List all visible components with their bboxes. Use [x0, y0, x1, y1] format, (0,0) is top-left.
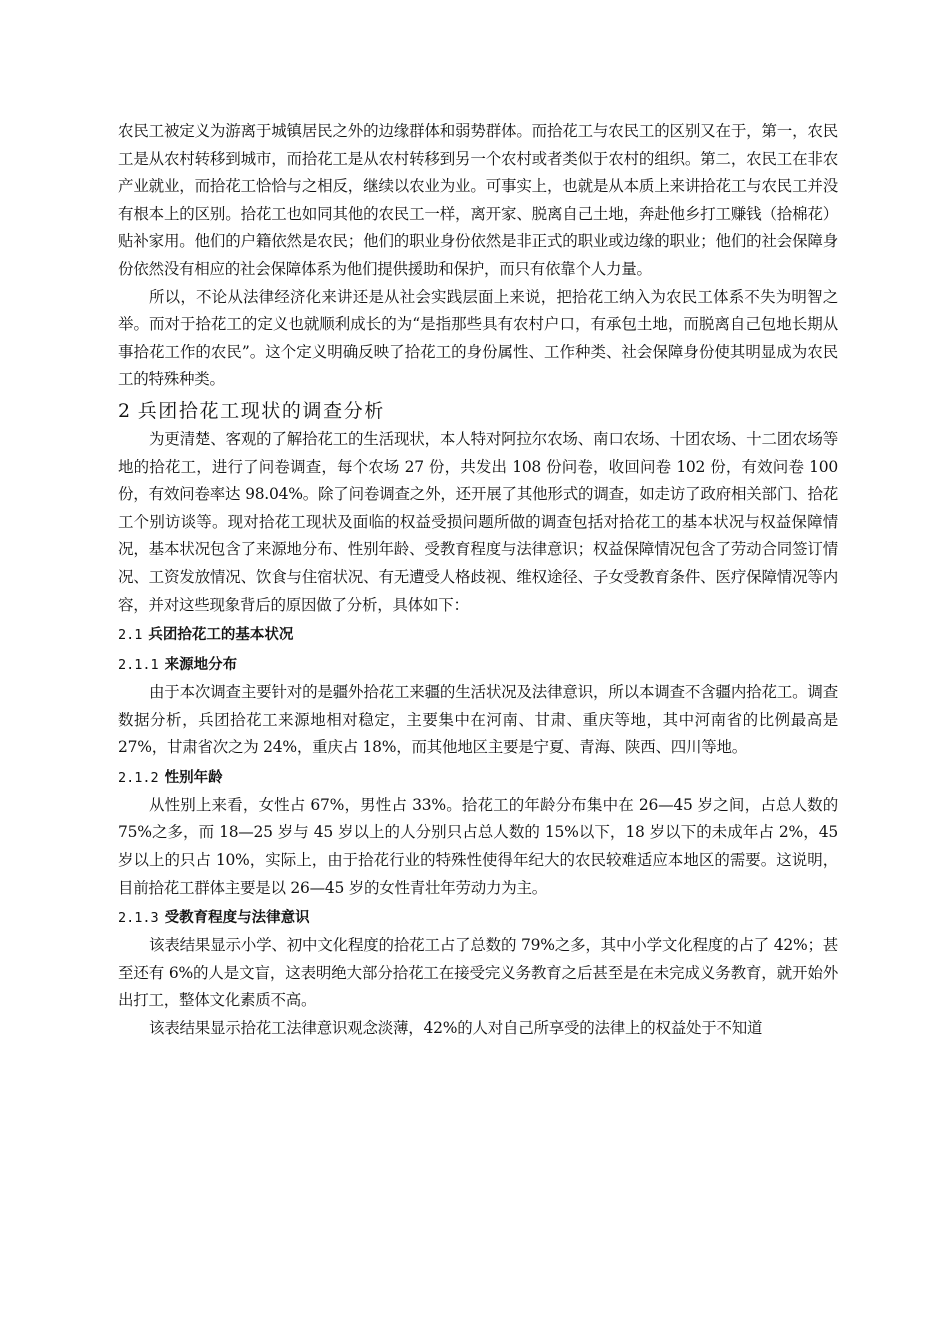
subsection-number: 2.1.3: [118, 910, 159, 927]
subsection-number: 2.1: [118, 627, 143, 644]
paragraph-legal-awareness: 该表结果显示拾花工法律意识观念淡薄，42%的人对自己所享受的法律上的权益处于不知道: [149, 1019, 763, 1038]
subsection-heading-2-1-1: [118, 651, 838, 679]
subsection-heading-2-1: [118, 621, 838, 649]
subsection-heading-2-1-2: [118, 764, 838, 792]
paragraph-education-level: 该表结果显示小学、初中文化程度的拾花工占了总数的 79%之多，其中小学文化程度的占了 42%；甚至还有 6%的人是文盲，这表明绝大部分拾花工在接受完义务教育之后甚至是在未完成义务教育，就开始外出打工，整体文化素质不高。: [118, 936, 838, 1010]
section-number: 2: [118, 399, 132, 422]
paragraph-gender-age: 从性别上来看，女性占 67%，男性占 33%。拾花工的年龄分布集中在 26—45 岁之间，占总人数的 75%之多，而 18—25 岁与 45 岁以上的人分别只占总人数的 15%以下，18 岁以下的未成年占 2%，45 岁以上的只占 10%，实际上，由于拾花行业的特殊性使得年纪大的农民较难适应本地区的需要。这说明，目前拾花工群体主要是以 26—45 岁的女性青壮年劳动力为主。: [118, 795, 838, 897]
subsection-title: 来源地分布: [164, 657, 238, 674]
paragraph-origin-distribution: 由于本次调查主要针对的是疆外拾花工来疆的生活状况及法律意识，所以本调查不含疆内拾花工。调查数据分析，兵团拾花工来源地相对稳定，主要集中在河南、甘肃、重庆等地，其中河南省的比例最高是 27%，甘肃省次之为 24%，重庆占 18%，而其他地区主要是宁夏、青海、陕西、四川等地。: [118, 683, 838, 757]
document-page: [118, 118, 838, 1043]
paragraph-cotton-picker-definition: 所以，不论从法律经济化来讲还是从社会实践层面上来说，把拾花工纳入为农民工体系不失为明智之举。而对于拾花工的定义也就顺利成长的为“是指那些具有农村户口，有承包土地，而脱离自己包地长期从事拾花工作的农民”。这个定义明确反映了拾花工的身份属性、工作种类、社会保障身份使其明显成为农民工的特殊种类。: [118, 287, 838, 389]
paragraph-migrant-worker-definition: 农民工被定义为游离于城镇居民之外的边缘群体和弱势群体。而拾花工与农民工的区别又在于，第一，农民工是从农村转移到城市，而拾花工是从农村转移到另一个农村或者类似于农村的组织。第二，农民工在非农产业就业，而拾花工恰恰与之相反，继续以农业为业。可事实上，也就是从本质上来讲拾花工与农民工并没有根本上的区别。拾花工也如同其他的农民工一样，离开家、脱离自己土地，奔赴他乡打工赚钱（拾棉花）贴补家用。他们的户籍依然是农民；他们的职业身份依然是非正式的职业或边缘的职业；他们的社会保障身份依然没有相应的社会保障体系为他们提供援助和保护，而只有依靠个人力量。: [118, 122, 838, 278]
subsection-title: 性别年龄: [164, 769, 223, 786]
section-title: 兵团拾花工现状的调查分析: [137, 399, 385, 422]
subsection-number: 2.1.2: [118, 769, 159, 786]
subsection-title: 受教育程度与法律意识: [164, 910, 310, 927]
paragraph-survey-overview: 为更清楚、客观的了解拾花工的生活现状，本人特对阿拉尔农场、南口农场、十团农场、十二团农场等地的拾花工，进行了问卷调查，每个农场 27 份，共发出 108 份问卷，收回问卷 102 份，有效问卷 100 份，有效问卷率达 98.04%。除了问卷调查之外，还开展了其他形式的调查，如走访了政府相关部门、拾花工个别访谈等。现对拾花工现状及面临的权益受损问题所做的调查包括对拾花工的基本状况与权益保障情况，基本状况包含了来源地分布、性别年龄、受教育程度与法律意识；权益保障情况包含了劳动合同签订情况、工资发放情况、饮食与住宿状况、有无遭受人格歧视、维权途径、子女受教育条件、医疗保障情况等内容，并对这些现象背后的原因做了分析，具体如下：: [118, 429, 838, 614]
subsection-title: 兵团拾花工的基本状况: [148, 627, 294, 644]
subsection-number: 2.1.1: [118, 657, 159, 674]
section-heading-2: [118, 396, 838, 426]
subsection-heading-2-1-3: [118, 904, 838, 932]
